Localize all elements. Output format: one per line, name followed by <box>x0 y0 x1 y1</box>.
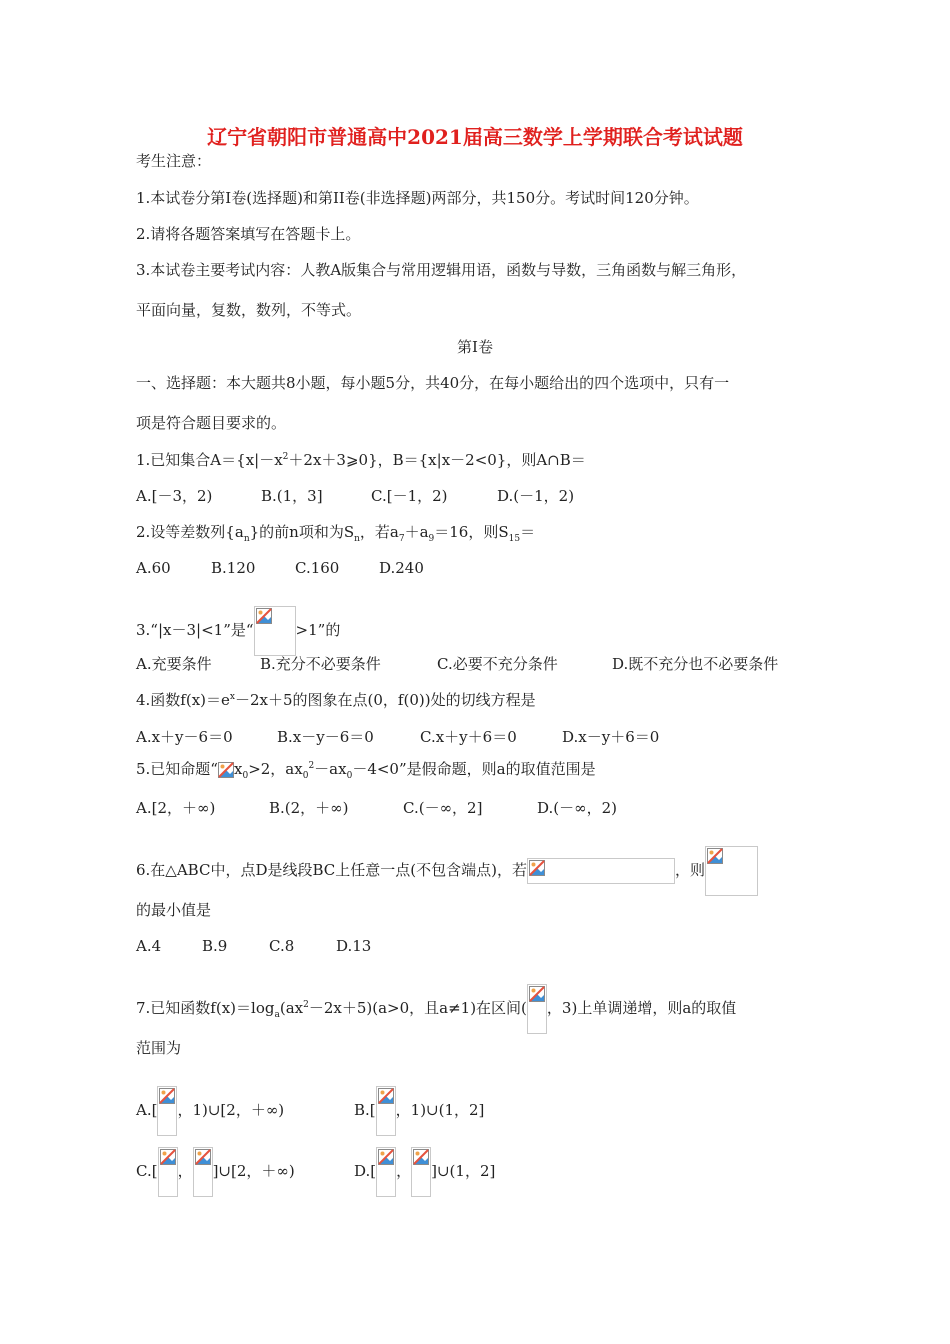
q5-text-b: x <box>233 760 243 778</box>
q7-option-b <box>354 1086 484 1136</box>
question-3 <box>136 606 340 656</box>
q7-text-a: 7.已知函数f(x)＝log <box>136 999 275 1017</box>
q2-text-a: 2.设等差数列{a <box>136 523 244 541</box>
q5-sub-0a: 0 <box>242 771 249 781</box>
q4-options <box>136 727 659 747</box>
broken-image-icon <box>157 1086 177 1136</box>
q3-text-b: >1”的 <box>295 621 341 639</box>
q5-option-a: A.[2，＋∞) <box>136 799 216 817</box>
q1-text-b: ＋2x＋3⩾0}，B＝{x|x－2<0}，则A∩B＝ <box>288 451 586 469</box>
exam-title: 辽宁省朝阳市普通高中2021届高三数学上学期联合考试试题 <box>207 125 743 149</box>
q3-option-c: C.必要不充分条件 <box>437 655 558 673</box>
q7-option-d <box>354 1147 495 1197</box>
broken-image-icon <box>411 1147 431 1197</box>
q4-text-b: －2x＋5的图象在点(0，f(0))处的切线方程是 <box>234 691 536 709</box>
notice-item-3: 3.本试卷主要考试内容：人教A版集合与常用逻辑用语，函数与导数，三角函数与解三角形， <box>136 261 747 279</box>
q6-text-c: 的最小值是 <box>136 901 212 919</box>
q1-option-c: C.[－1，2) <box>371 487 448 505</box>
question-1 <box>136 450 586 470</box>
q4-option-a: A.x＋y－6＝0 <box>136 728 233 746</box>
q7-option-d-text-c: ]∪(1，2] <box>431 1162 496 1180</box>
question-5 <box>136 759 596 779</box>
q4-option-c: C.x＋y＋6＝0 <box>420 728 517 746</box>
question-4 <box>136 690 536 710</box>
q1-options <box>136 486 574 506</box>
q5-text-c: >2，ax <box>248 760 303 778</box>
q5-sub-0c: 0 <box>346 771 353 781</box>
q2-sub-7: 7 <box>398 534 405 544</box>
q2-option-b: B.120 <box>211 559 256 577</box>
broken-image-icon <box>254 606 296 656</box>
q7-option-d-text-b: ， <box>396 1162 412 1180</box>
q7-text-b: (ax <box>279 999 304 1017</box>
q7-text-c: －2x＋5)(a>0，且a≠1)在区间( <box>308 999 527 1017</box>
q1-sup: 2 <box>282 452 289 462</box>
broken-image-icon <box>158 1147 178 1197</box>
notice-heading: 考生注意： <box>136 152 212 170</box>
notice-item-2: 2.请将各题答案填写在答题卡上。 <box>136 225 361 243</box>
q2-options <box>136 558 424 578</box>
q6-text-b: ，则 <box>674 861 705 879</box>
section-instructions-cont: 项是符合题目要求的。 <box>136 414 287 432</box>
q5-option-c: C.(－∞，2] <box>403 799 483 817</box>
q7-option-d-text-a: D.[ <box>354 1162 377 1180</box>
q5-sup: 2 <box>308 761 315 771</box>
section-heading: 第I卷 <box>457 338 493 356</box>
q7-option-b-text-a: B.[ <box>354 1101 376 1119</box>
q2-sub-15: 15 <box>508 534 521 544</box>
broken-image-icon <box>527 984 547 1034</box>
broken-image-icon <box>376 1086 396 1136</box>
q7-option-a-text-a: A.[ <box>136 1101 158 1119</box>
q7-options-row-2 <box>136 1147 495 1197</box>
q2-option-a: A.60 <box>136 559 171 577</box>
broken-image-icon <box>193 1147 213 1197</box>
q2-text-c: ，若a <box>359 523 399 541</box>
q6-option-c: C.8 <box>269 937 295 955</box>
broken-image-icon <box>705 846 758 896</box>
notice-item-3-cont: 平面向量，复数，数列，不等式。 <box>136 301 362 319</box>
broken-image-icon <box>376 1147 396 1197</box>
q6-text-a: 6.在△ABC中，点D是线段BC上任意一点(不包含端点)，若 <box>136 861 527 879</box>
q5-option-b: B.(2，＋∞) <box>269 799 349 817</box>
q3-option-b: B.充分不必要条件 <box>260 655 381 673</box>
q7-option-b-text-b: ，1)∪(1，2] <box>395 1101 485 1119</box>
q7-option-c <box>136 1147 354 1197</box>
q5-text-d: －ax <box>314 760 347 778</box>
q3-option-d: D.既不充分也不必要条件 <box>612 655 779 673</box>
q7-option-a-text-b: ，1)∪[2，＋∞) <box>177 1101 285 1119</box>
q5-options <box>136 798 617 818</box>
question-2 <box>136 522 535 542</box>
q2-option-c: C.160 <box>295 559 340 577</box>
question-7 <box>136 984 736 1034</box>
q4-sup: x <box>229 692 235 702</box>
q2-sub-n: n <box>243 534 250 544</box>
question-6 <box>136 846 758 896</box>
q2-text-e: ＝16，则S <box>434 523 509 541</box>
q7-option-a <box>136 1086 354 1136</box>
q2-text-b: }的前n项和为S <box>249 523 355 541</box>
section-instructions: 一、选择题：本大题共8小题，每小题5分，共40分，在每小题给出的四个选项中，只有一 <box>136 374 730 392</box>
q6-option-d: D.13 <box>336 937 372 955</box>
q2-text-f: ＝ <box>520 523 536 541</box>
q3-option-a: A.充要条件 <box>136 655 212 673</box>
notice-item-1: 1.本试卷分第I卷(选择题)和第II卷(非选择题)两部分，共150分。考试时间120分钟。 <box>136 189 699 207</box>
q6-option-b: B.9 <box>202 937 228 955</box>
q7-text-e: 范围为 <box>136 1039 182 1057</box>
q2-text-d: ＋a <box>404 523 429 541</box>
q7-text-d: ，3)上单调递增，则a的取值 <box>546 999 737 1017</box>
q2-sub-n2: n <box>354 534 360 544</box>
q1-option-a: A.[－3，2) <box>136 487 213 505</box>
q5-option-d: D.(－∞，2) <box>537 799 618 817</box>
q4-text-a: 4.函数f(x)＝e <box>136 691 230 709</box>
q3-text-a: 3.“|x－3|<1”是“ <box>136 621 254 639</box>
q7-option-c-text-c: ]∪[2，＋∞) <box>212 1162 295 1180</box>
q1-option-d: D.(－1，2) <box>497 487 575 505</box>
q5-text-a: 5.已知命题“ <box>136 760 218 778</box>
q7-option-c-text-a: C.[ <box>136 1162 158 1180</box>
q7-options-row-1 <box>136 1086 484 1136</box>
q1-text-a: 1.已知集合A＝{x|－x <box>136 451 283 469</box>
q5-sub-0b: 0 <box>302 771 309 781</box>
broken-image-icon <box>218 762 234 778</box>
q5-text-e: －4<0”是假命题，则a的取值范围是 <box>352 760 596 778</box>
q7-sub-a: a <box>274 1010 280 1020</box>
q1-option-b: B.(1，3] <box>261 487 323 505</box>
broken-image-icon <box>527 858 675 884</box>
q7-sup: 2 <box>303 1000 309 1010</box>
q3-options <box>136 654 778 674</box>
q4-option-b: B.x－y－6＝0 <box>277 728 374 746</box>
q2-sub-9: 9 <box>428 534 435 544</box>
q6-options <box>136 936 371 956</box>
q6-option-a: A.4 <box>136 937 162 955</box>
q4-option-d: D.x－y＋6＝0 <box>562 728 660 746</box>
q7-option-c-text-b: ， <box>177 1162 193 1180</box>
q2-option-d: D.240 <box>379 559 424 577</box>
